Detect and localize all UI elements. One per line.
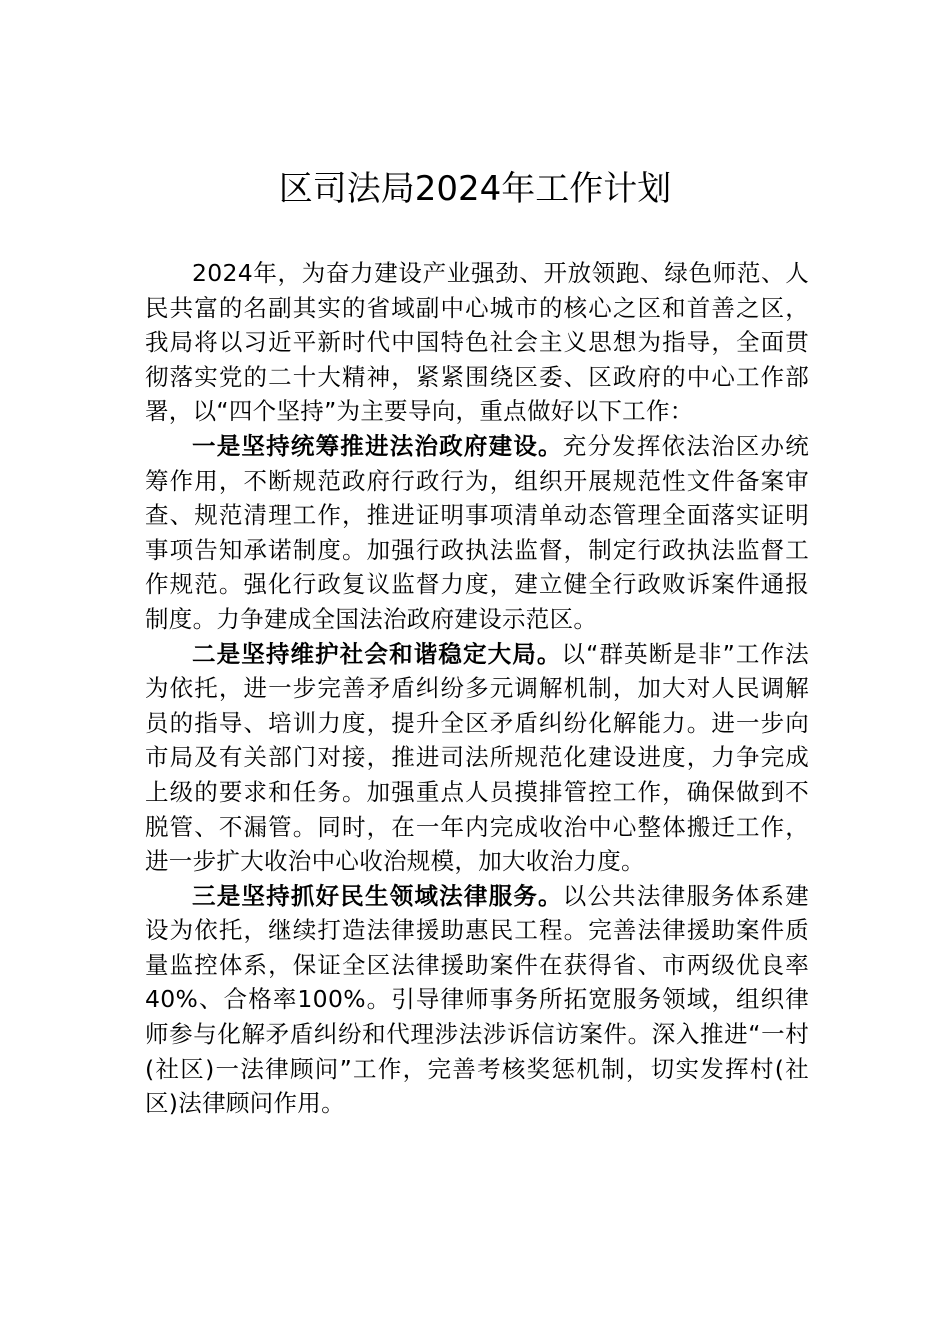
paragraph-text: 以公共法律服务体系建设为依托，继续打造法律援助惠民工程。完善法律援助案件质量监控体系，保证全区法律援助案件在获得省、市两级优良率40%、合格率100%。引导律师事务所拓宽服务领域，组织律师参与化解矛盾纠纷和代理涉法涉诉信访案件。深入推进“一村(社区)一法律顾问”工作，完善考核奖惩机制，切实发挥村(社区)法律顾问作用。 xyxy=(145,881,809,1118)
section-paragraph-3 xyxy=(145,879,809,1121)
document-title: 区司法局2024年工作计划 xyxy=(278,169,672,209)
intro-paragraph xyxy=(145,256,809,429)
section-paragraph-2 xyxy=(145,637,809,879)
document-body xyxy=(145,256,809,1121)
paragraph-text: 充分发挥依法治区办统筹作用，不断规范政府行政行为，组织开展规范性文件备案审查、规范清理工作，推进证明事项清单动态管理全面落实证明事项告知承诺制度。加强行政执法监督，制定行政执法监督工作规范。强化行政复议监督力度，建立健全行政败诉案件通报制度。力争建成全国法治政府建设示范区。 xyxy=(145,431,809,633)
section-paragraph-1 xyxy=(145,429,809,637)
paragraph-lead: 二是坚持维护社会和谐稳定大局。 xyxy=(192,639,562,668)
paragraph-text: 2024年，为奋力建设产业强劲、开放领跑、绿色师范、人民共富的名副其实的省域副中心城市的核心之区和首善之区，我局将以习近平新时代中国特色社会主义思想为指导，全面贯彻落实党的二十大精神，紧紧围绕区委、区政府的中心工作部署，以“四个坚持”为主要导向，重点做好以下工作： xyxy=(145,259,809,426)
paragraph-text: 以“群英断是非”工作法为依托，进一步完善矛盾纠纷多元调解机制，加大对人民调解员的指导、培训力度，提升全区矛盾纠纷化解能力。进一步向市局及有关部门对接，推进司法所规范化建设进度，力争完成上级的要求和任务。加强重点人员摸排管控工作，确保做到不脱管、不漏管。同时，在一年内完成收治中心整体搬迁工作，进一步扩大收治中心收治规模，加大收治力度。 xyxy=(145,639,810,876)
paragraph-lead: 三是坚持抓好民生领域法律服务。 xyxy=(192,881,563,910)
paragraph-lead: 一是坚持统筹推进法治政府建设。 xyxy=(192,431,563,460)
